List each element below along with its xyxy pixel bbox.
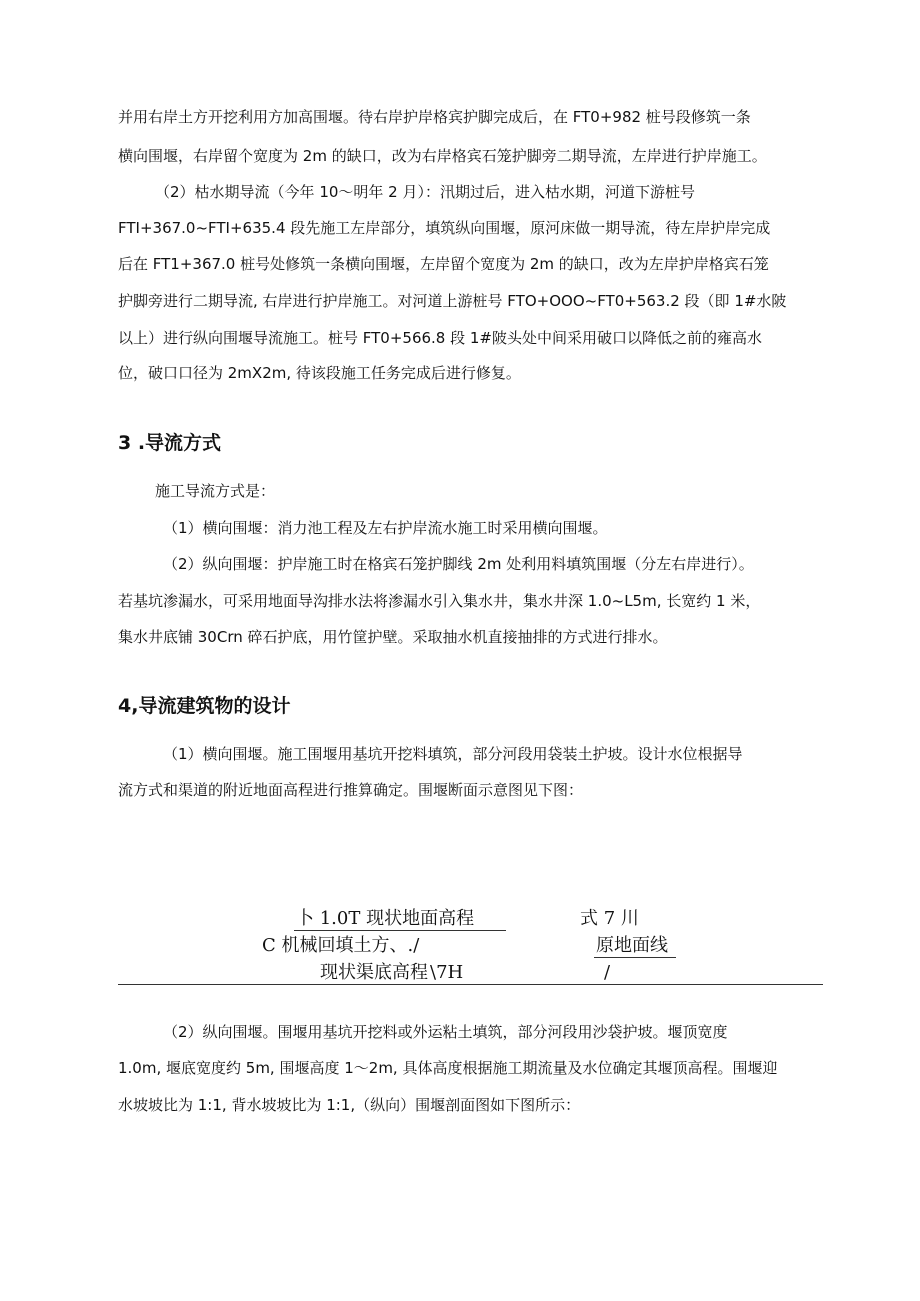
- paragraph-line: （1）横向围堰。施工围堰用基坑开挖料填筑，部分河段用袋装土护坡。设计水位根据导: [163, 745, 743, 763]
- paragraph-line: 若基坑渗漏水，可采用地面导沟排水法将渗漏水引入集水井，集水井深 1.0~L5m, 长宽约 1 米，: [118, 592, 761, 610]
- paragraph-line: （2）纵向围堰：护岸施工时在格宾石笼护脚线 2m 处利用料填筑围堰（分左右岸进行）。: [163, 555, 754, 573]
- figure-label-original-ground: 原地面线: [596, 935, 668, 956]
- paragraph-line: （2）纵向围堰。围堰用基坑开挖料或外运粘土填筑，部分河段用沙袋护坡。堰顶宽度: [163, 1023, 728, 1041]
- paragraph-line: 横向围堰，右岸留个宽度为 2m 的缺口，改为右岸格宾石笼护脚旁二期导流，左岸进行护岸施工。: [118, 147, 767, 165]
- paragraph-line: 并用右岸土方开挖利用方加高围堰。待右岸护岸格宾护脚完成后，在 FT0+982 桩号段修筑一条: [118, 108, 751, 126]
- figure-original-ground-line: [594, 957, 676, 958]
- paragraph-line: 以上）进行纵向围堰导流施工。桩号 FT0+566.8 段 1#陂头处中间采用破口以降低之前的雍高水: [118, 329, 763, 347]
- paragraph-line: 后在 FT1+367.0 桩号处修筑一条横向围堰，左岸留个宽度为 2m 的缺口，改为左岸护岸格宾石笼: [118, 255, 769, 273]
- section-heading-4: 4,导流建筑物的设计: [118, 695, 291, 717]
- paragraph-line: 集水井底铺 30Crn 碎石护底，用竹筐护壁。采取抽水机直接抽排的方式进行排水。: [118, 628, 668, 646]
- paragraph-line: 流方式和渠道的附近地面高程进行推算确定。围堰断面示意图见下图：: [118, 781, 584, 799]
- paragraph-line: 护脚旁进行二期导流, 右岸进行护岸施工。对河道上游桩号 FTO+OOO~FT0+563.2 段（即 1#水陂: [118, 292, 787, 310]
- figure-ground-line: [294, 930, 506, 931]
- paragraph-line: FTI+367.0~FTI+635.4 段先施工左岸部分，填筑纵向围堰，原河床做一期导流，待左岸护岸完成: [118, 219, 771, 237]
- paragraph-line: 1.0m, 堰底宽度约 5m, 围堰高度 1～2m, 具体高度根据施工期流量及水位确定其堰顶高程。围堰迎: [118, 1059, 778, 1077]
- cofferdam-section-figure: [118, 896, 823, 988]
- figure-label-ground-elevation: 卜 1.0T 现状地面高程: [296, 908, 475, 929]
- figure-baseline: [118, 984, 823, 985]
- figure-label-backfill: C 机械回填土方、./: [262, 935, 420, 956]
- paragraph-line: 位，破口口径为 2mX2m, 待该段施工任务完成后进行修复。: [118, 364, 521, 382]
- figure-label-canal-bottom: 现状渠底高程: [320, 962, 428, 983]
- figure-label-level-mark: \7H: [430, 962, 464, 983]
- paragraph-line: （2）枯水期导流（今年 10～明年 2 月）：汛期过后，进入枯水期，河道下游桩号: [155, 183, 695, 201]
- paragraph-line: 水坡坡比为 1:1, 背水坡坡比为 1:1,（纵向）围堰剖面图如下图所示：: [118, 1096, 581, 1114]
- paragraph-line: 施工导流方式是：: [155, 482, 276, 500]
- figure-label-symbol: 式 7 川: [580, 908, 639, 929]
- section-heading-3: 3 .导流方式: [118, 432, 222, 454]
- paragraph-line: （1）横向围堰：消力池工程及左右护岸流水施工时采用横向围堰。: [163, 519, 608, 537]
- figure-label-slope: /: [604, 962, 611, 983]
